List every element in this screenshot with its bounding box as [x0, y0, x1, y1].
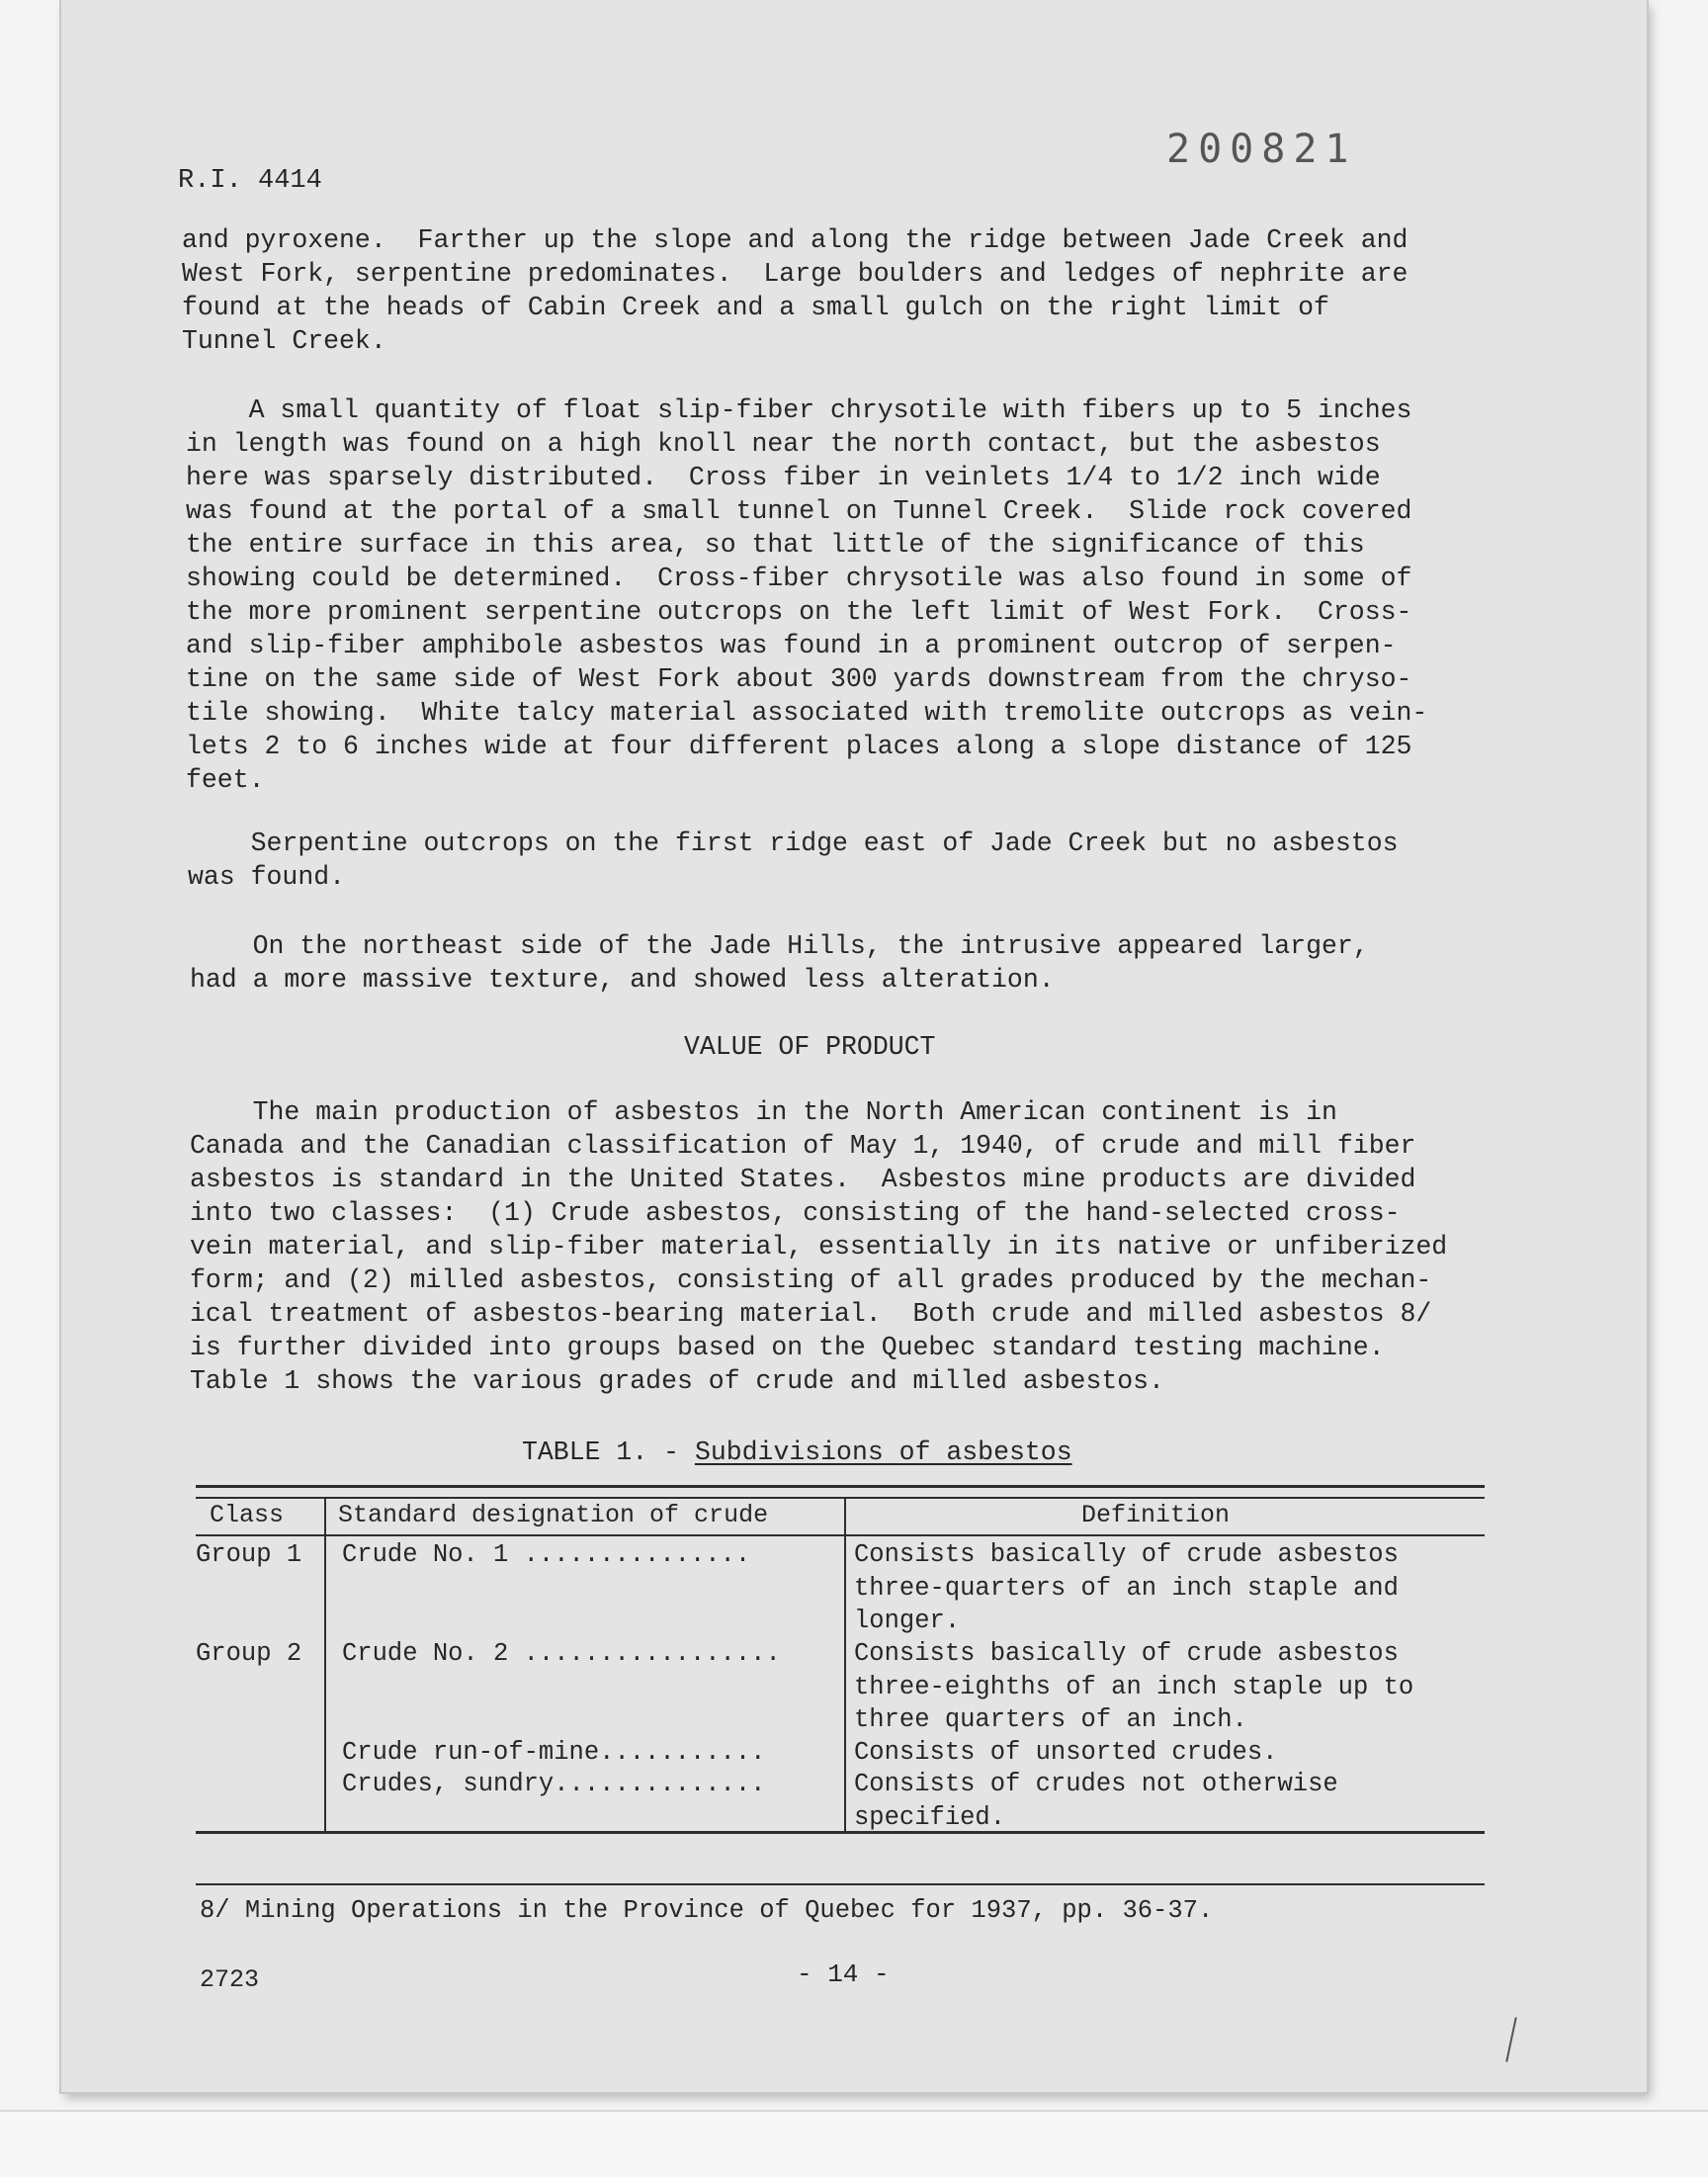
table-row-2-designation: Crude No. 2 .................	[342, 1639, 781, 1668]
table-column-divider-1	[324, 1497, 326, 1831]
table-caption-prefix: TABLE 1. -	[522, 1437, 695, 1467]
table-row-1-designation: Crude No. 1 ...............	[342, 1540, 751, 1569]
footer-code: 2723	[200, 1965, 260, 1994]
table-row-1-class: Group 1	[196, 1540, 302, 1569]
footnote: 8/ Mining Operations in the Province of Quebec for 1937, pp. 36-37.	[200, 1896, 1214, 1925]
subdivisions-table	[196, 1485, 1485, 1835]
table-header-designation: Standard designation of crude	[338, 1501, 769, 1529]
section-heading: VALUE OF PRODUCT	[684, 1032, 936, 1062]
stamp-number: 200821	[1166, 127, 1357, 172]
table-row-4-definition: Consists of crudes not otherwise specified.	[854, 1770, 1338, 1832]
viewer-bottom-strip	[0, 2110, 1708, 2177]
table-row-2-definition: Consists basically of crude asbestos three-eighths of an inch staple up to three quarters of an inch.	[854, 1639, 1414, 1734]
footnote-rule	[196, 1883, 1485, 1885]
table-caption	[522, 1436, 1072, 1469]
paragraph-5: The main production of asbestos in the North American continent is in Canada and the Canadian classification of May 1, 1940, of crude and mill fiber asbestos is standard in the United States. Asbestos mine products are divided into two classes: (1) Crude asbestos, consisting of the hand-selected cross- vein material, and slip-fiber material, essentially in its native or unfiberized form; and (2) milled asbestos, consisting of all grades produced by the mechan- ical treatment of asbestos-bearing material. Both crude and milled asbestos 8/ is further divided into groups based on the Quebec standard testing machine. Table 1 shows the various grades of crude and milled asbestos.	[190, 1097, 1448, 1396]
table-row-1-definition: Consists basically of crude asbestos three-quarters of an inch staple and longer.	[854, 1540, 1399, 1635]
paragraph-3: Serpentine outcrops on the first ridge east of Jade Creek but no asbestos was found.	[188, 828, 1399, 892]
table-row-4-designation: Crudes, sundry..............	[342, 1770, 766, 1798]
paragraph-2: A small quantity of float slip-fiber chrysotile with fibers up to 5 inches in length was found on a high knoll near the north contact, but the asbestos here was sparsely distributed. Cross fiber in veinlets 1/4 to 1/2 inch wide was found at the portal of a small tunnel on Tunnel Creek. Slide rock covered the entire surface in this area, so that little of the significance of this showing could be determined. Cross-fiber chrysotile was also found in some of the more prominent serpentine outcrops on the left limit of West Fork. Cross- and slip-fiber amphibole asbestos was found in a prominent outcrop of serpen- tine on the same side of West Fork about 300 yards downstream from the chryso- tile showing. White talcy material associated with tremolite outcrops as vein- lets 2 to 6 inches wide at four different places along a slope distance of 125 feet.	[186, 395, 1428, 795]
paragraph-1: and pyroxene. Farther up the slope and along the ridge between Jade Creek and West Fork, serpentine predominates. Large boulders and ledges of nephrite are found at the heads of Cabin Creek and a small gulch on the right limit of Tunnel Creek.	[182, 225, 1409, 356]
table-header-definition: Definition	[1081, 1501, 1231, 1529]
table-header-bottom-rule	[196, 1534, 1485, 1536]
paragraph-4: On the northeast side of the Jade Hills, the intrusive appeared larger, had a more massive texture, and showed less alteration.	[190, 931, 1369, 995]
table-top-rule	[196, 1485, 1485, 1488]
table-caption-title: Subdivisions of asbestos	[694, 1437, 1072, 1467]
table-row-2-class: Group 2	[196, 1639, 302, 1668]
page-number: - 14 -	[797, 1959, 890, 1989]
table-row-3-definition: Consists of unsorted crudes.	[854, 1738, 1278, 1767]
table-column-divider-2	[844, 1497, 846, 1831]
table-row-3-designation: Crude run-of-mine...........	[342, 1738, 766, 1767]
report-id: R.I. 4414	[178, 166, 322, 196]
table-header-top-rule	[196, 1497, 1485, 1499]
table-header-class: Class	[210, 1501, 285, 1529]
